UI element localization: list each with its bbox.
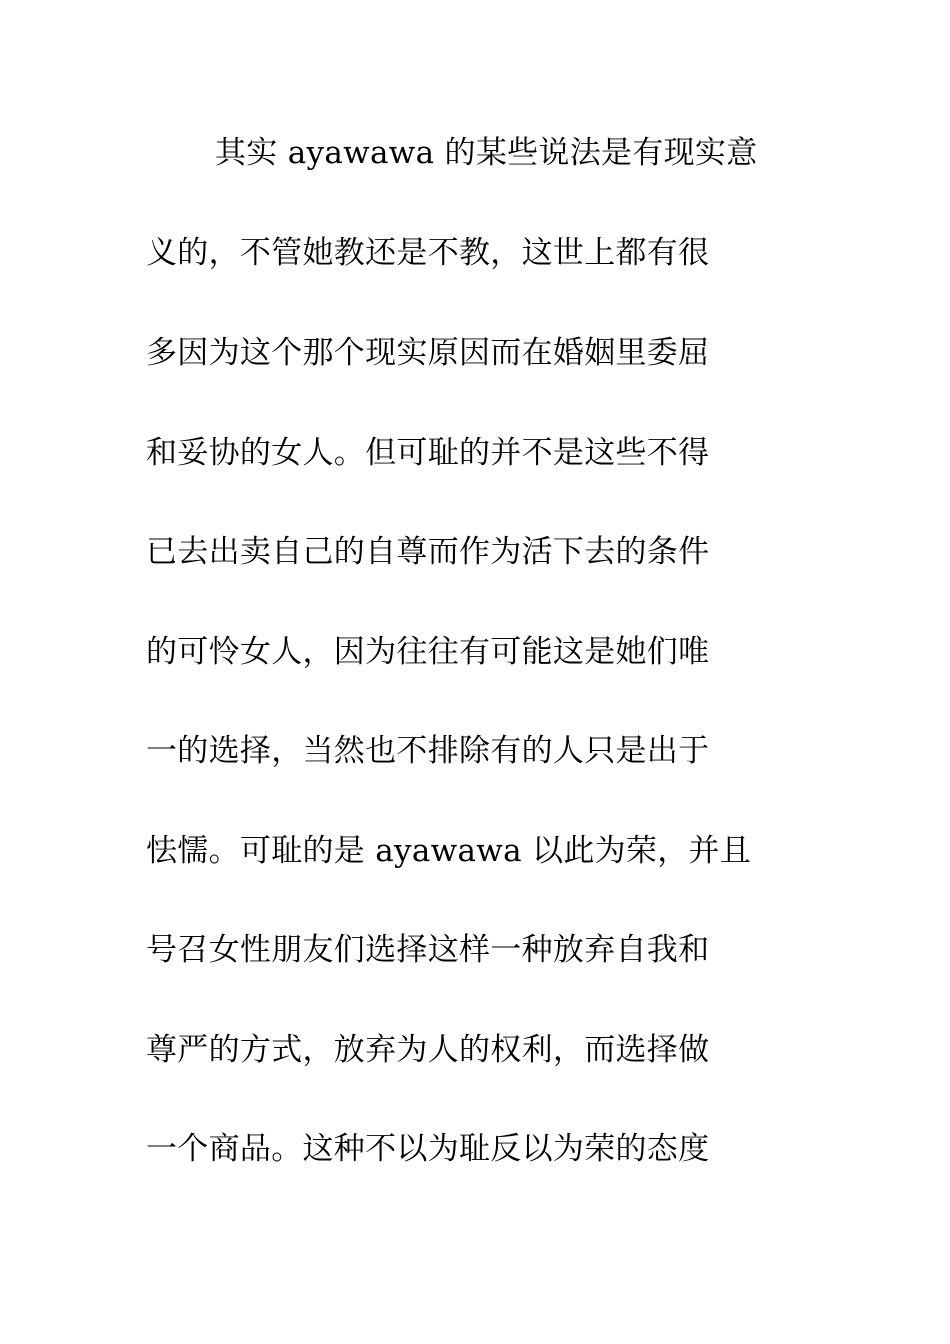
paragraph-line-3: 多因为这个那个现实原因而在婚姻里委屈 xyxy=(146,335,710,371)
paragraph-line-7: 一的选择，当然也不排除有的人只是出于 xyxy=(146,733,710,769)
paragraph-line-9: 号召女性朋友们选择这样一种放弃自我和 xyxy=(146,932,710,968)
paragraph-line-5: 已去出卖自己的自尊而作为活下去的条件 xyxy=(146,534,710,570)
paragraph-line-11: 一个商品。这种不以为耻反以为荣的态度 xyxy=(146,1131,710,1167)
paragraph-line-6: 的可怜女人，因为往往有可能这是她们唯 xyxy=(146,634,710,670)
paragraph-line-1: 其实 ayawawa 的某些说法是有现实意 xyxy=(215,135,758,171)
paragraph-line-10: 尊严的方式，放弃为人的权利，而选择做 xyxy=(146,1032,710,1068)
paragraph-line-2: 义的，不管她教还是不教，这世上都有很 xyxy=(146,235,710,271)
paragraph-line-8: 怯懦。可耻的是 ayawawa 以此为荣，并且 xyxy=(146,833,752,869)
paragraph-line-4: 和妥协的女人。但可耻的并不是这些不得 xyxy=(146,435,710,471)
